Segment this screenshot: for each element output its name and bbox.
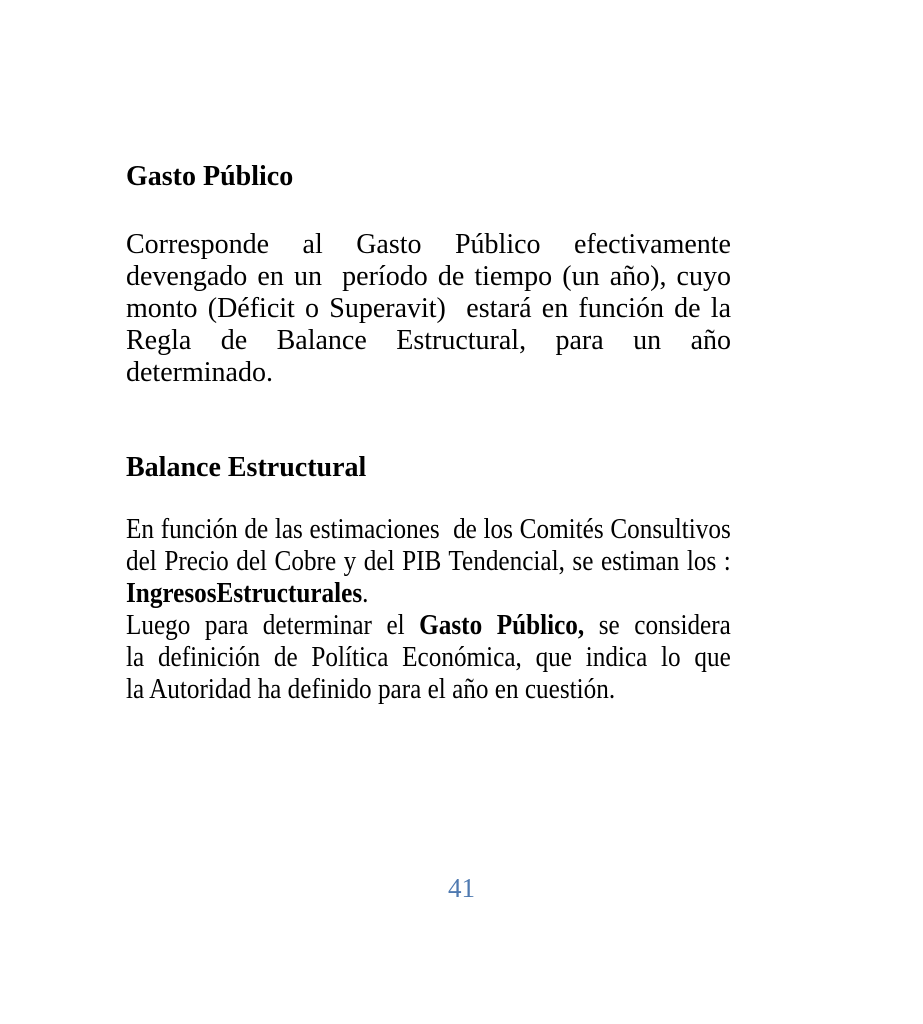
text-run: monto (Déficit o Superavit) estará en función de la: [126, 293, 731, 324]
page-number: 41: [448, 873, 475, 903]
text-run: Luego para determinar el: [126, 610, 420, 641]
text-run: .: [362, 578, 369, 609]
text-run: la definición de Política Económica, que indica lo que: [126, 642, 731, 673]
text-line: [126, 357, 731, 389]
text-run: devengado en un período de tiempo (un año), cuyo: [126, 261, 731, 292]
text-run: la Autoridad ha definido para el año en cuestión.: [126, 674, 616, 705]
text-run-bold: IngresosEstructurales: [126, 578, 363, 609]
text-run: Corresponde al Gasto Público efectivamente: [126, 229, 731, 260]
text-run: del Precio del Cobre y del PIB Tendencial, se estiman los :: [126, 546, 731, 577]
text-run: determinado.: [126, 357, 273, 388]
paragraph-balance-estructural-definition: [126, 514, 731, 706]
paragraph-gasto-publico-definition: [126, 229, 731, 389]
text-run: En función de las estimaciones de los Comités Consultivos: [126, 514, 731, 545]
text-run: se considera: [584, 610, 731, 641]
text-line: [126, 674, 731, 706]
text-line: [126, 293, 731, 325]
section-balance-estructural: [126, 451, 923, 706]
text-line: [126, 578, 731, 610]
text-run-bold: Gasto Público,: [419, 610, 585, 641]
section-heading-balance-estructural: Balance Estructural: [126, 452, 367, 483]
text-line: [126, 610, 731, 642]
text-line: [126, 546, 731, 578]
text-line: [126, 514, 731, 546]
text-run: Regla de Balance Estructural, para un año: [126, 325, 731, 356]
section-gasto-publico: [126, 160, 923, 389]
text-line: [126, 261, 731, 293]
text-line: [126, 325, 731, 357]
section-heading-gasto-publico: Gasto Público: [126, 161, 294, 192]
text-line: [126, 642, 731, 674]
text-line: [126, 229, 731, 261]
